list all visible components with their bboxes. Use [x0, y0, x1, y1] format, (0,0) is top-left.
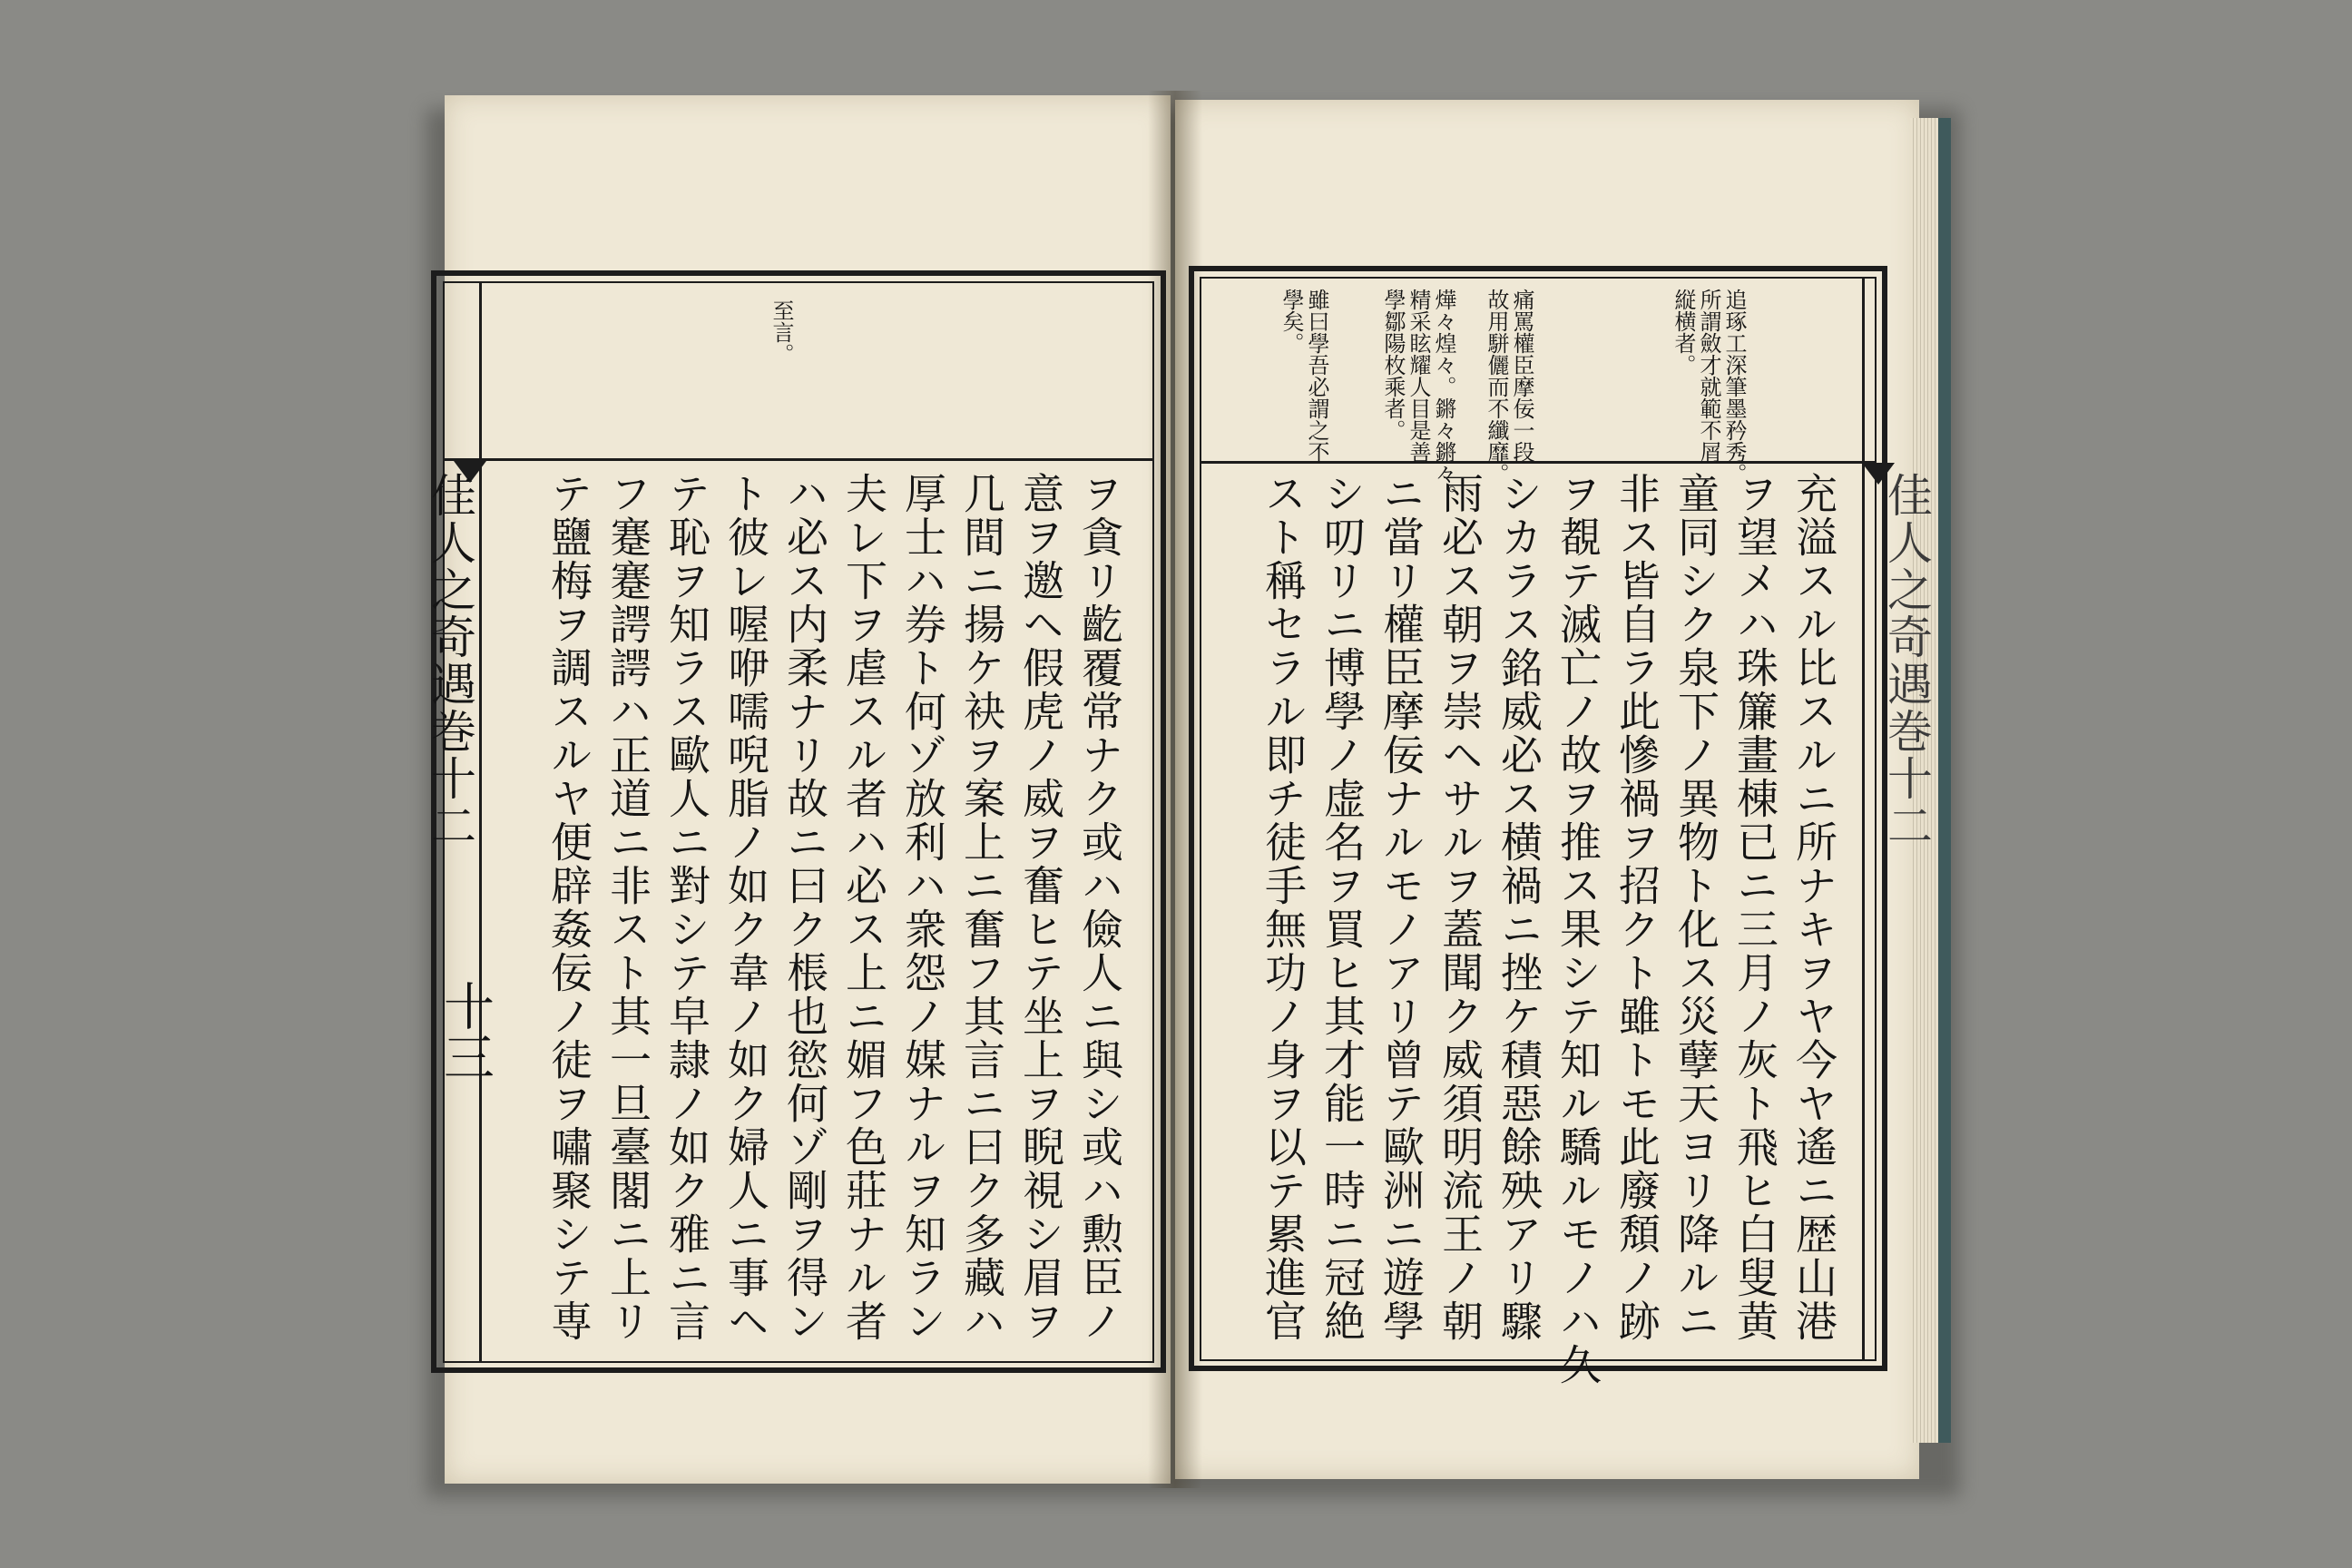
note-column: 故用駢儷而不纖靡。	[1484, 289, 1509, 485]
text-column: フ蹇蹇諤諤ハ正道ニ非スト其一旦臺閣ニ上リ	[603, 472, 652, 1343]
left-center-rule	[479, 281, 482, 1363]
text-column: ヲ望メハ珠簾畫棟已ニ三月ノ灰ト飛ヒ白叟黄	[1730, 472, 1779, 1343]
note-column: 學矣。	[1279, 289, 1304, 354]
note-column: 追琢工深筆墨矜秀。	[1721, 289, 1747, 485]
text-column: 几間ニ揚ケ袂ヲ案上ニ奮フ其言ニ曰ク多藏ハ	[957, 472, 1006, 1343]
text-column: シ叨リニ博學ノ虚名ヲ買ヒ其才能一時ニ冠絶	[1318, 472, 1367, 1343]
text-column: 意ヲ邀ヘ假虎ノ威ヲ奮ヒテ坐上ヲ睨視シ眉ヲ	[1016, 472, 1065, 1343]
note-column: 所謂斂才就範不屑	[1696, 289, 1721, 463]
left-center-title: 佳人之奇遇巻十二	[424, 472, 476, 849]
text-column: ニ當リ權臣摩佞ナルモノアリ曾テ歐洲ニ遊學	[1377, 472, 1426, 1343]
note-column: 痛罵權臣摩佞一段	[1509, 289, 1534, 463]
left-header-note: 至言。	[769, 299, 794, 365]
note-column: 燁々煌々。鏘々鏘々。	[1431, 289, 1456, 506]
text-column: ヲ貪リ齕覆常ナク或ハ儉人ニ與シ或ハ勲臣ノ	[1075, 472, 1124, 1343]
text-column: シカラス銘威必ス横禍ニ挫ケ積惡餘殃アリ驟	[1494, 472, 1544, 1343]
text-column: ハ必ス内柔ナリ故ニ曰ク棖也慾何ゾ剛ヲ得ン	[780, 472, 829, 1343]
text-column: ト彼レ喔咿嚅唲脂ノ如ク韋ノ如ク婦人ニ事ヘ	[721, 472, 770, 1343]
left-folio-number: 十三	[436, 980, 495, 1082]
left-header-divider	[443, 458, 1154, 461]
right-header-divider	[1200, 461, 1877, 464]
text-column: 充溢スル比スルニ所ナキヲヤ今ヤ遙ニ歴山港	[1789, 472, 1838, 1343]
text-column: 厚士ハ券ト何ゾ放利ハ衆怨ノ媒ナルヲ知ラン	[898, 472, 947, 1343]
text-column: テ鹽梅ヲ調スルヤ便辟姦佞ノ徒ヲ嘯聚シテ専	[544, 472, 593, 1343]
text-column: スト稱セラル即チ徒手無功ノ身ヲ以テ累進官	[1259, 472, 1308, 1343]
text-column: ヲ覩テ滅亡ノ故ヲ推ス果シテ知ル驕ルモノハ久	[1553, 472, 1602, 1387]
cover-edge	[1938, 118, 1951, 1443]
text-column: 雨必ス朝ヲ崇ヘサルヲ蓋聞ク威須明流王ノ朝	[1436, 472, 1485, 1343]
note-column: 精采眩耀人目是善	[1406, 289, 1431, 463]
right-center-rule	[1862, 277, 1865, 1361]
right-center-title: 佳人之奇遇巻十二	[1880, 472, 1933, 849]
text-column: 非ス皆自ラ此慘禍ヲ招クト雖トモ此廢頽ノ跡	[1612, 472, 1661, 1343]
text-column: テ恥ヲ知ラス歐人ニ對シテ皁隷ノ如ク雅ニ言	[662, 472, 711, 1343]
note-column: 雖曰學吾必謂之不	[1304, 289, 1329, 463]
text-column: 童同シク泉下ノ異物ト化ス災孽天ヨリ降ルニ	[1671, 472, 1720, 1343]
text-column: 夫レ下ヲ虐スル者ハ必ス上ニ媚フ色莊ナル者	[839, 472, 888, 1343]
note-column: 縦横者。	[1671, 289, 1696, 376]
note-column: 學鄒陽枚乘者。	[1380, 289, 1406, 441]
